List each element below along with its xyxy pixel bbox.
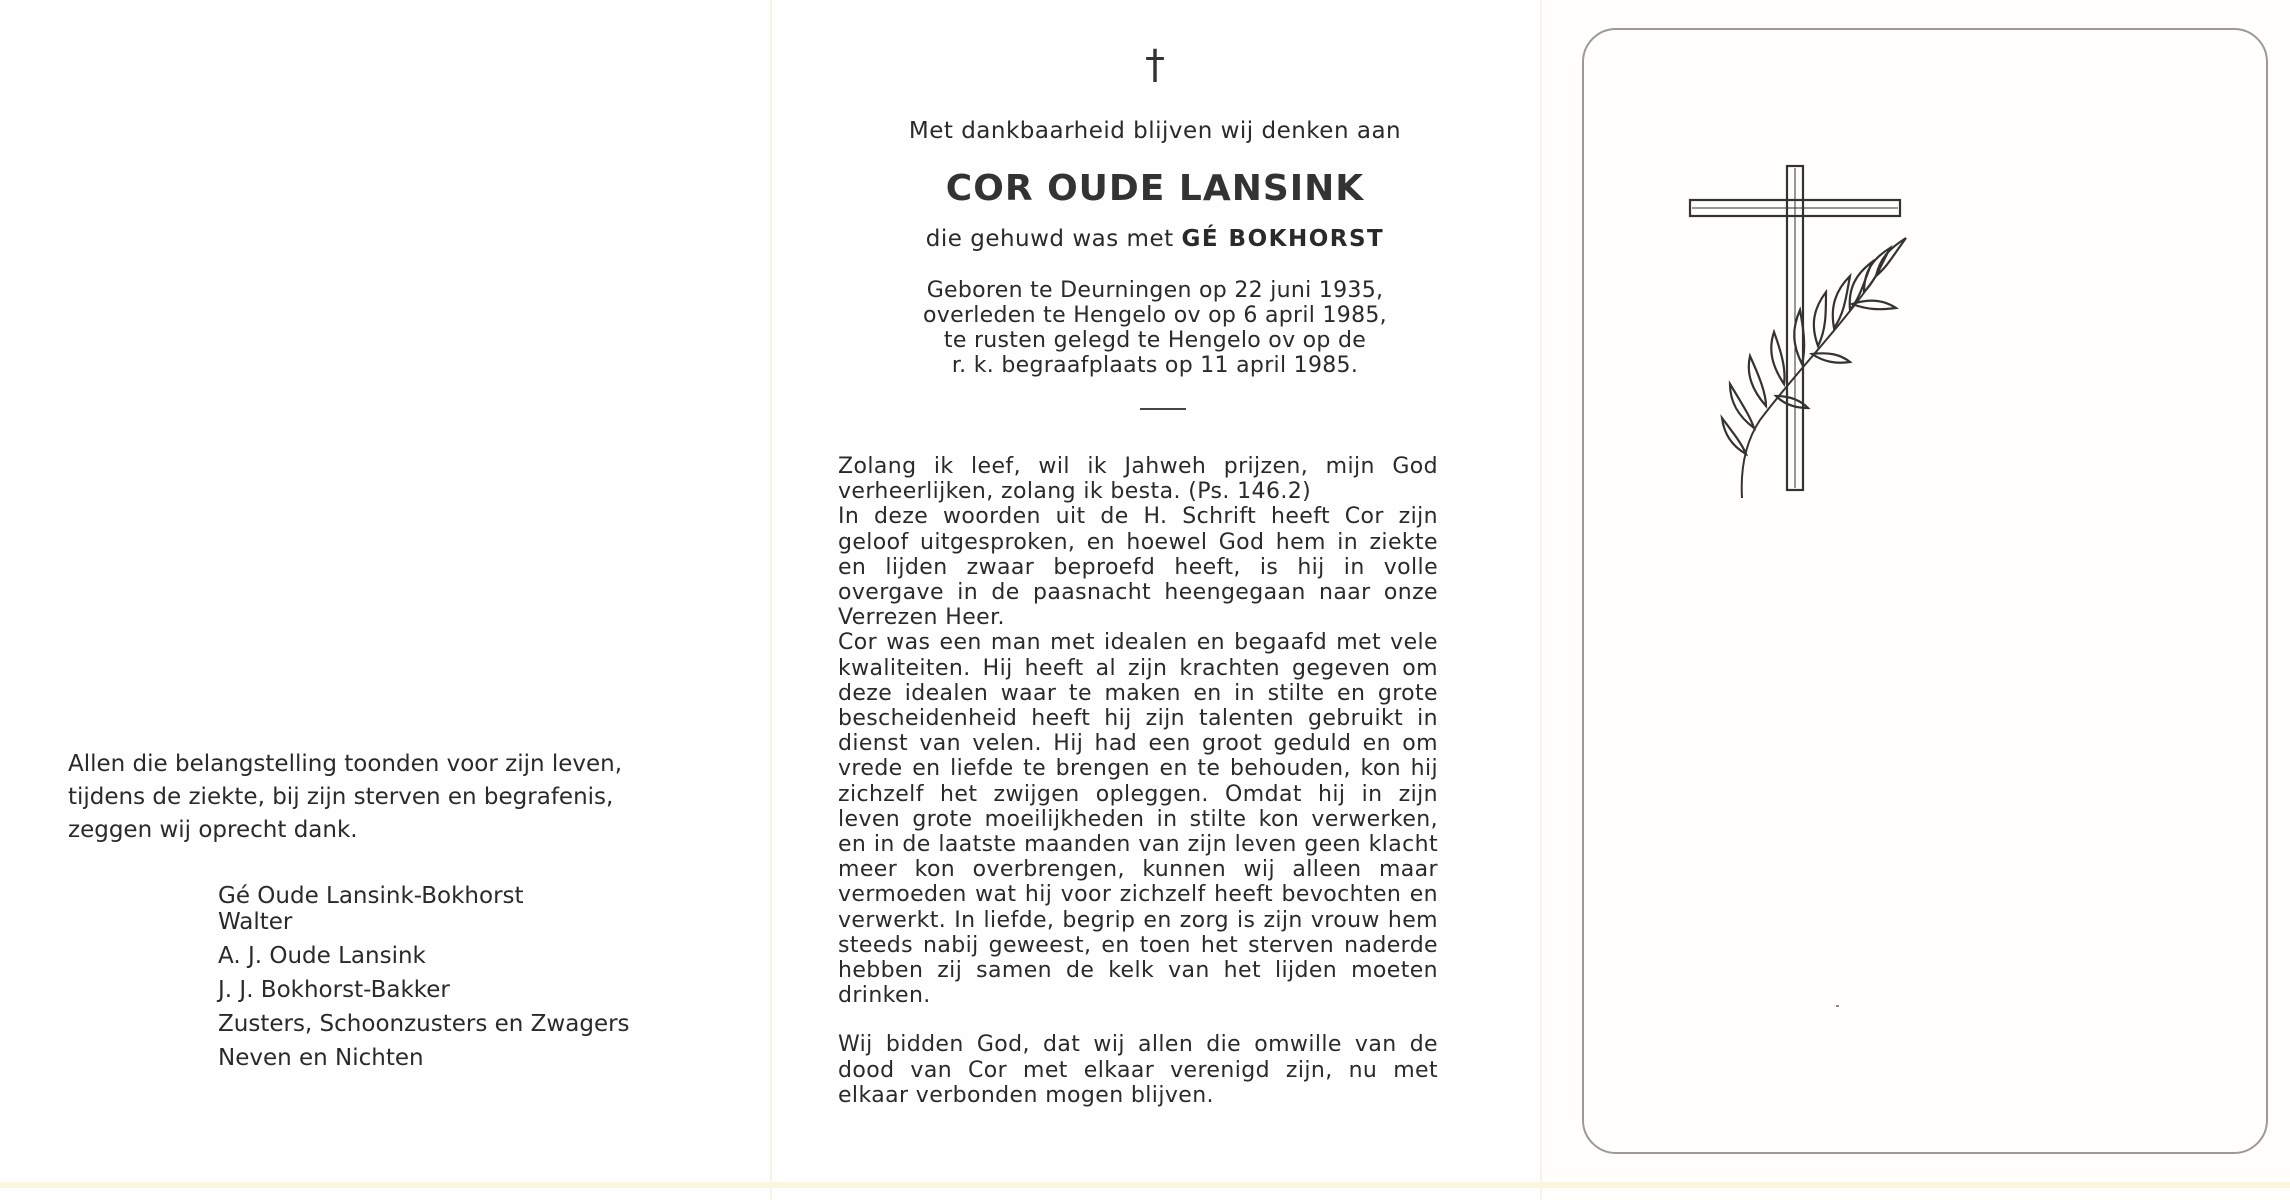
- family-list: [218, 880, 738, 1074]
- family-member: A. J. Oude Lansink: [218, 943, 426, 969]
- memorial-text: [838, 454, 1438, 1108]
- spouse-prefix: die gehuwd was met: [925, 226, 1174, 252]
- fold-line: [1540, 0, 1542, 1200]
- paragraph: In deze woorden uit de H. Schrift heeft Cor zijn geloof uitgesproken, en hoewel God hem in ziekte en lijden zwaar beproefd heeft, is hij in volle overgave in de paasnacht heengegaan naar onze Verrezen Heer.: [838, 504, 1438, 631]
- family-member: Walter: [218, 909, 293, 935]
- paper-edge: [0, 1182, 2290, 1188]
- paragraph: Zolang ik leef, wil ik Jahweh prijzen, mijn God verheerlijken, zolang ik besta. (Ps. 146.2): [838, 454, 1438, 505]
- fold-line: [770, 0, 772, 1200]
- family-member: Gé Oude Lansink-Bokhorst: [218, 883, 524, 909]
- card-middle-panel: [770, 0, 1540, 1200]
- thanks-text: Allen die belangstelling toonden voor zijn leven, tijdens de ziekte, bij zijn sterven en begrafenis, zeggen wij oprecht dank.: [68, 751, 623, 843]
- intro-text: Met dankbaarheid blijven wij denken aan: [908, 118, 1402, 144]
- closing-paragraph: Wij bidden God, dat wij allen die omwille van de dood van Cor met elkaar verenigd zijn, nu met elkaar verbonden mogen blijven.: [838, 1032, 1438, 1108]
- family-member: Zusters, Schoonzusters en Zwagers: [218, 1011, 630, 1037]
- paragraph: Cor was een man met idealen en begaafd met vele kwaliteiten. Hij heeft al zijn krachten gegeven om deze idealen waar te maken en in stilte en grote bescheidenheid heeft hij zijn talenten gebruikt in dienst van velen. Hij had een groot geduld en om vrede en liefde te brengen en te behouden, kon hij zichzelf het zwijgen opleggen. Omdat hij in zijn leven grote moeilijkheden in stilte kon verwerken, en in de laatste maanden van zijn leven geen klacht meer kon overbrengen, kunnen wij alleen maar vermoeden wat hij voor zichzelf heeft bevochten en verwerkt. In liefde, begrip en zorg is zijn vrouw hem steeds nabij geweest, en toen het sterven naderde hebben zij samen de kelk van het lijden moeten drinken.: [838, 630, 1438, 1009]
- life-dates: Geboren te Deurningen op 22 juni 1935, overleden te Hengelo ov op 6 april 1985, te rusten gelegd te Hengelo ov op de r. k. begraafplaats op 11 april 1985.: [923, 278, 1387, 378]
- paper-speck: [1836, 1005, 1839, 1007]
- family-member: Neven en Nichten: [218, 1045, 424, 1071]
- spouse-line: [770, 226, 1540, 252]
- cross-with-palm-branch-icon: [1680, 158, 1940, 518]
- card-left-panel: [0, 0, 770, 1200]
- cross-symbol: †: [1145, 42, 1165, 88]
- spouse-name: GÉ BOKHORST: [1181, 226, 1385, 252]
- family-member: J. J. Bokhorst-Bakker: [218, 977, 450, 1003]
- divider-line: [1140, 408, 1186, 410]
- deceased-name: COR OUDE LANSINK: [945, 168, 1365, 209]
